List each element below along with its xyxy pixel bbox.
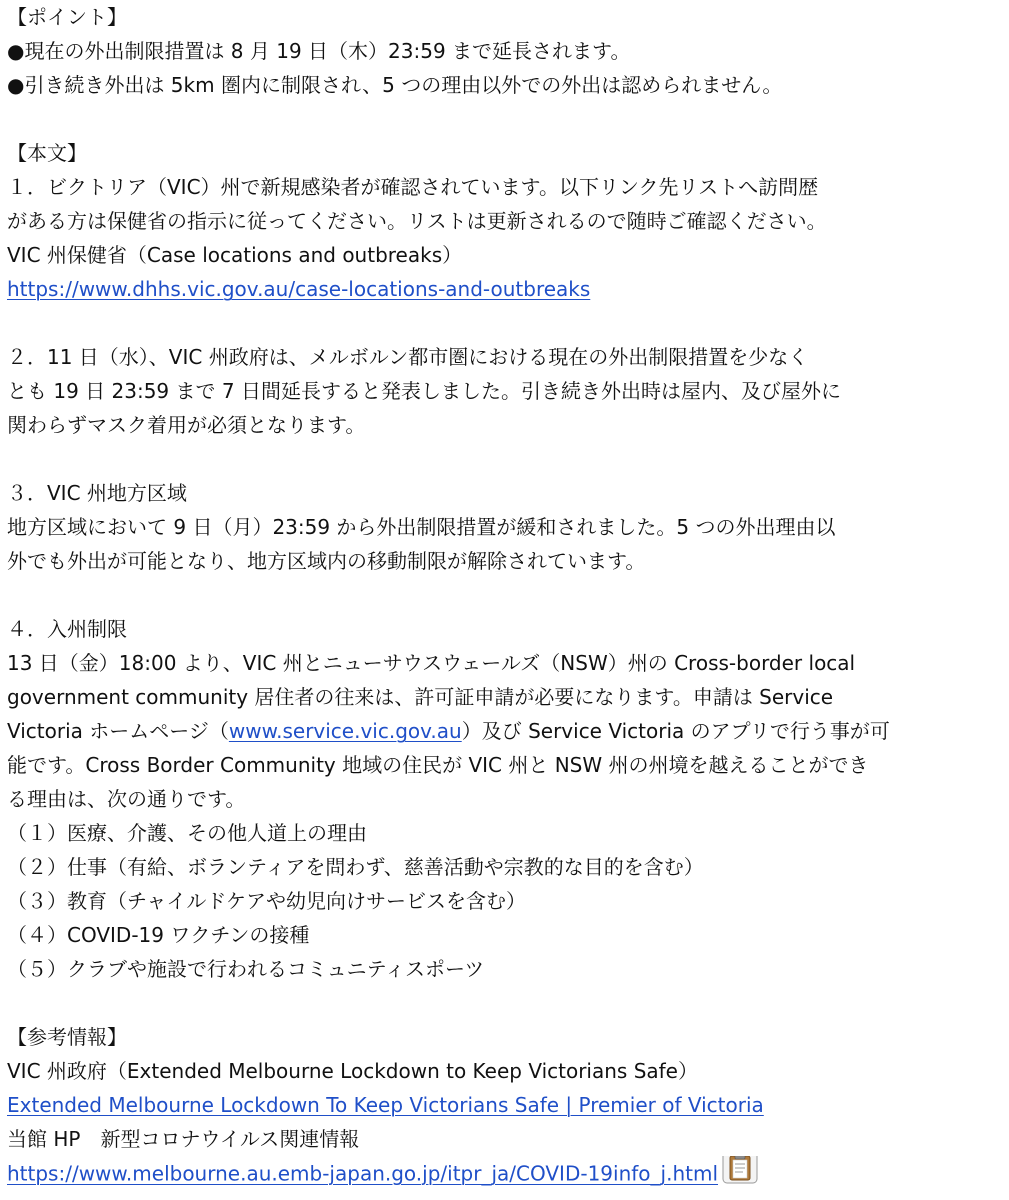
reason-item-1: （１）医療、介護、その他人道上の理由 — [7, 821, 367, 845]
section2-line-3: 関わらずマスク着用が必須となります。 — [7, 413, 366, 437]
section1-line-3: VIC 州保健省（Case locations and outbreaks） — [7, 243, 463, 267]
embassy-covid-link[interactable]: https://www.melbourne.au.emb-japan.go.jp/itpr_ja/COVID-19info_j.html — [7, 1161, 719, 1186]
section4-line-4 — [7, 714, 1002, 748]
points-heading: 【ポイント】 — [7, 5, 127, 29]
body-heading: 【本文】 — [7, 141, 87, 165]
reason-item-3: （３）教育（チャイルドケアや幼児向けサービスを含む） — [7, 889, 526, 913]
section2-line-2: とも 19 日 23:59 まで 7 日間延長すると発表しました。引き続き外出時は屋内、及び屋外に — [7, 379, 841, 403]
reference-1-label: VIC 州政府（Extended Melbourne Lockdown to Keep Victorians Safe） — [7, 1059, 698, 1083]
reason-item-4: （４）COVID-19 ワクチンの接種 — [7, 923, 310, 947]
section4-line-5: 能です。Cross Border Community 地域の住民が VIC 州と NSW 州の州境を越えることができ — [7, 753, 869, 777]
point-bullet-1: ●現在の外出制限措置は 8 月 19 日（木）23:59 まで延長されます。 — [7, 39, 631, 63]
reason-item-5: （５）クラブや施設で行われるコミュニティスポーツ — [7, 957, 485, 981]
section1-line-2: がある方は保健省の指示に従ってください。リストは更新されるので随時ご確認ください。 — [7, 209, 827, 233]
references-heading: 【参考情報】 — [7, 1025, 127, 1049]
section4-line-6: る理由は、次の通りです。 — [7, 787, 246, 811]
section4-line-1: ４．入州制限 — [7, 617, 127, 641]
reason-item-2: （２）仕事（有給、ボランティアを問わず、慈善活動や宗教的な目的を含む） — [7, 855, 704, 879]
dhhs-case-locations-link[interactable]: https://www.dhhs.vic.gov.au/case-locations-and-outbreaks — [7, 277, 591, 301]
point-bullet-2: ●引き続き外出は 5km 圏内に制限され、5 つの理由以外での外出は認められません。 — [7, 73, 783, 97]
section4-line-4-before: Victoria ホームページ（ — [7, 719, 229, 743]
section3-line-1: ３．VIC 州地方区域 — [7, 481, 187, 505]
clipboard-icon[interactable] — [722, 1156, 758, 1194]
premier-victoria-link[interactable]: Extended Melbourne Lockdown To Keep Victorians Safe | Premier of Victoria — [7, 1093, 764, 1117]
section3-line-2: 地方区域において 9 日（月）23:59 から外出制限措置が緩和されました。5 つの外出理由以 — [7, 515, 836, 539]
section1-line-1: １．ビクトリア（VIC）州で新規感染者が確認されています。以下リンク先リストへ訪問歴 — [7, 175, 819, 199]
reference-1-link-line — [7, 1088, 1002, 1122]
reference-2-label: 当館 HP 新型コロナウイルス関連情報 — [7, 1127, 360, 1151]
section1-link-line — [7, 272, 1002, 306]
reference-2-link-line — [7, 1156, 1002, 1196]
service-victoria-link[interactable]: www.service.vic.gov.au — [228, 719, 462, 743]
section4-line-4-after: ）及び Service Victoria のアプリで行う事が可 — [461, 719, 890, 743]
section4-line-3: government community 居住者の往来は、許可証申請が必要になります。申請は Service — [7, 685, 834, 709]
section4-line-2: 13 日（金）18:00 より、VIC 州とニューサウスウェールズ（NSW）州の Cross-border local — [7, 651, 856, 675]
section3-line-3: 外でも外出が可能となり、地方区域内の移動制限が解除されています。 — [7, 549, 646, 573]
section2-line-1: ２．11 日（水）、VIC 州政府は、メルボルン都市圏における現在の外出制限措置を少なく — [7, 345, 809, 369]
